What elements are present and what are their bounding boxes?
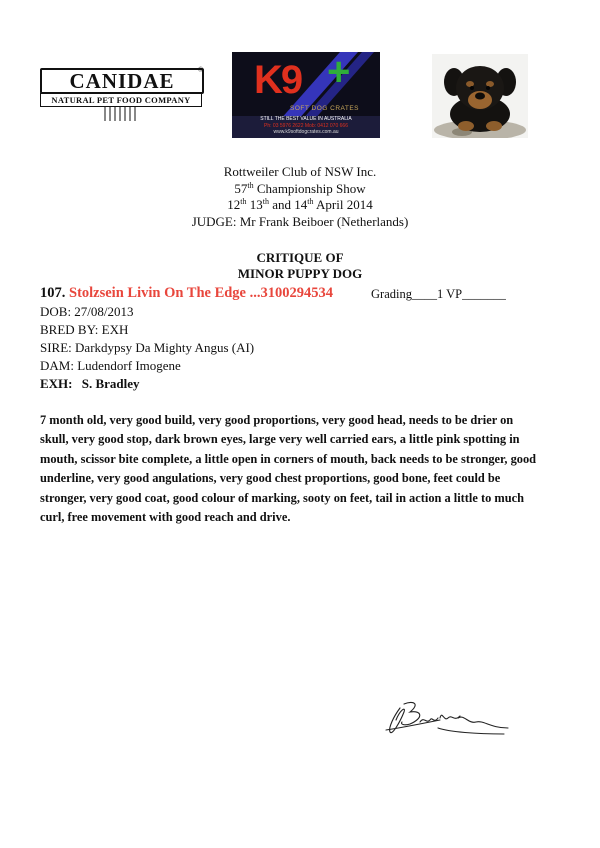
dob-field: DOB: 27/08/2013 — [40, 304, 134, 319]
dam-field: DAM: Ludendorf Imogene — [40, 358, 181, 373]
dog-name: Stolzsein Livin On The Edge ...3100294534 — [69, 285, 333, 301]
canidae-pillars-icon — [104, 107, 138, 121]
bred-by-field: BRED BY: EXH — [40, 322, 129, 337]
canidae-logo — [40, 60, 206, 122]
k9-phone: Ph: 03 5976 2622 Mob: 0412 070 666 — [264, 122, 348, 129]
exhibitor-value: S. Bradley — [81, 376, 140, 391]
class-title: MINOR PUPPY DOG — [237, 266, 363, 281]
club-name: Rottweiler Club of NSW Inc. — [223, 164, 377, 179]
exhibitor-field — [40, 376, 140, 392]
canidae-registered-mark: ® — [198, 66, 204, 74]
k9-slogan: STILL THE BEST VALUE IN AUSTRALIA — [260, 116, 352, 122]
rottweiler-puppy-photo — [432, 54, 528, 138]
k9-brand: K9 — [254, 58, 302, 102]
critique-text: 7 month old, very good build, very good proportions, very good head, needs to be drier on skull, very good stop, dark brown eyes, large very well carried ears, a little pink spotting in mouth, scissor bite complete, a little open in corners of mouth, back needs to be stronger, good underline, very good angulations, very good chest proportions, good bone, feet could be stronger, very good coat, good colour of marking, sooty on feet, tail in action a little to much curl, free movement with good reach and drive. — [40, 413, 537, 525]
k9-website: www.k9softdogcrates.com.au — [273, 129, 339, 136]
sire-field: SIRE: Darkdypsy Da Mighty Angus (AI) — [40, 340, 255, 355]
judge-line: JUDGE: Mr Frank Beiboer (Netherlands) — [191, 214, 409, 229]
k9-plus: + — [327, 52, 351, 94]
k9-subtitle: SOFT DOG CRATES — [290, 105, 360, 112]
show-dates: 12th 13th and 14th April 2014 — [227, 197, 373, 212]
judge-signature-icon — [380, 694, 520, 754]
exhibitor-label: EXH: — [40, 376, 73, 391]
canidae-wordmark: CANIDAE — [40, 68, 204, 94]
k9-contact-strip — [232, 116, 380, 138]
canidae-tagline: NATURAL PET FOOD COMPANY — [40, 93, 202, 107]
k9-logo — [232, 52, 380, 138]
entry-line — [40, 285, 333, 302]
grading: Grading____1 VP_______ — [371, 287, 506, 301]
show-title: 57th Championship Show — [234, 181, 366, 196]
critique-title: CRITIQUE OF — [256, 250, 344, 265]
entry-number: 107. — [40, 285, 66, 301]
